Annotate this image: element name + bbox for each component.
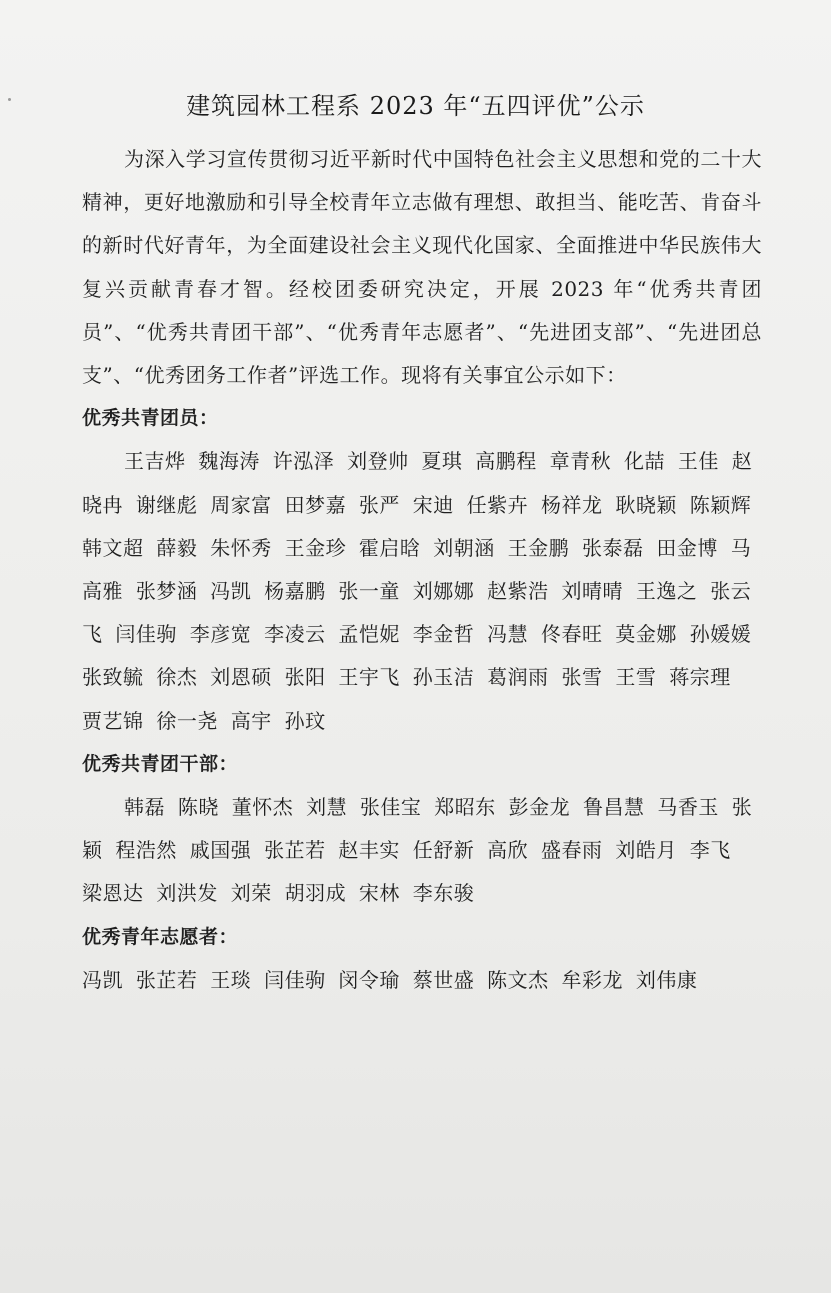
section-heading-outstanding-members: 优秀共青团员： [82, 407, 219, 430]
name-list-outstanding-members: 王吉烨 魏海涛 许泓泽 刘登帅 夏琪 高鹏程 章青秋 化喆 王佳 赵晓冉 谢继彪 周家富 田梦嘉 张严 宋迪 任紫卉 杨祥龙 耿晓颖 陈颖辉 韩文超 薛毅 朱怀秀 王金珍 霍启晗 刘朝涵 王金鹏 张泰磊 田金博 马高雅 张梦涵 冯凯 杨嘉鹏 张一童 刘娜娜 赵紫浩 刘晴晴 王逸之 张云飞 闫佳驹 李彦宽 李凌云 孟恺妮 李金哲 冯慧 佟春旺 莫金娜 孙媛媛 张致毓 徐杰 刘恩硕 张阳 王宇飞 孙玉洁 葛润雨 张雪 王雪 蒋宗理 贾艺锦 徐一尧 高宇 孙玟 [82, 449, 753, 733]
name-list-outstanding-cadres: 韩磊 陈晓 董怀杰 刘慧 张佳宝 郑昭东 彭金龙 鲁昌慧 马香玉 张颖 程浩然 戚国强 张芷若 赵丰实 任舒新 高欣 盛春雨 刘皓月 李飞 梁恩达 刘洪发 刘荣 胡羽成 宋林 李东骏 [82, 795, 753, 906]
document-title: 建筑园林工程系 2023 年“五四评优”公示 [186, 92, 645, 120]
intro-paragraph: 为深入学习宣传贯彻习近平新时代中国特色社会主义思想和党的二十大精神，更好地激励和引导全校青年立志做有理想、敢担当、能吃苦、肯奋斗的新时代好青年，为全面建设社会主义现代化国家、全面推进中华民族伟大复兴贡献青春才智。经校团委研究决定，开展 2023 年“优秀共青团员”、“优秀共青团干部”、“优秀青年志愿者”、“先进团支部”、“先进团总支”、“优秀团务工作者”评选工作。现将有关事宜公示如下： [82, 147, 762, 388]
name-list-volunteers: 冯凯 张芷若 王琰 闫佳驹 闵令瑜 蔡世盛 陈文杰 牟彩龙 刘伟康 [82, 967, 698, 992]
document-body [82, 138, 762, 1002]
section-heading-volunteers: 优秀青年志愿者： [82, 925, 239, 948]
section-heading-outstanding-cadres: 优秀共青团干部： [82, 752, 239, 775]
